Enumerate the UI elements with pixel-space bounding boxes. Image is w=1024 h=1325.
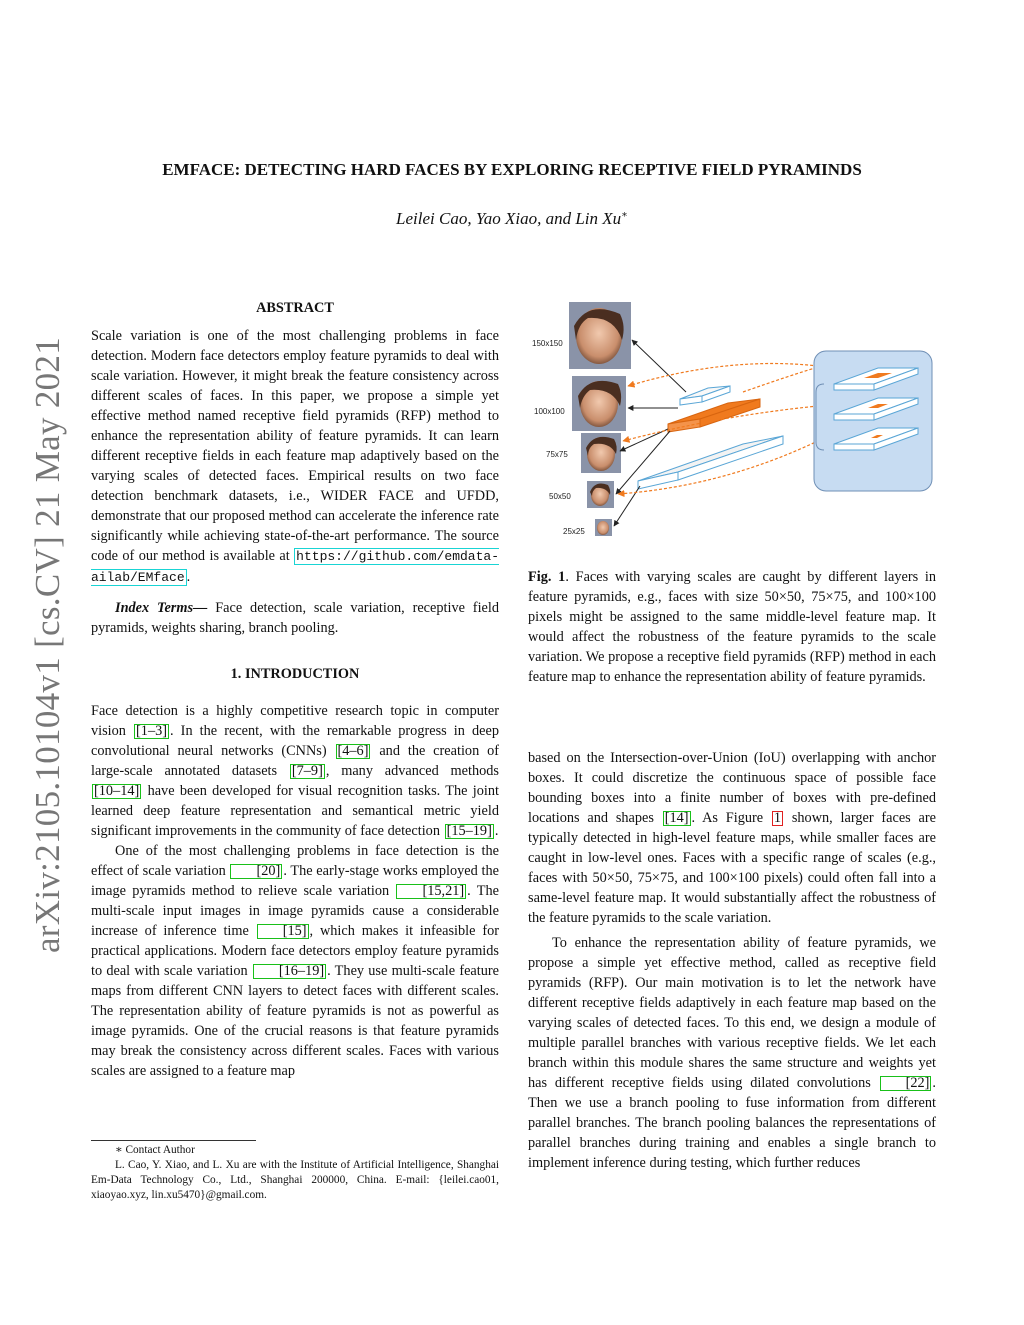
citation[interactable]: [16–19]: [253, 964, 326, 979]
author-names: Leilei Cao, Yao Xiao, and Lin Xu: [396, 209, 622, 228]
scale-label-75: 75x75: [546, 450, 568, 459]
citation[interactable]: [10–14]: [94, 783, 140, 799]
right-paragraph-2: To enhance the representation ability of feature pyramids, we propose a simple yet effective method, called as receptive field pyramids (RFP). Our main motivation is to let the network have different receptive fields adaptively in each feature map based on the varying scales of detected faces. To this end, we design a module of multiple parallel branches with various receptive fields. We let each branch within this module shares the same structure and weights yet has different receptive fields using dilated convolutions [22] . Then we use a branch pooling to fuse information from different parallel branches. The branch pooling balances the representations of parallel branches during training and enables a single branch to implement inference during testing, which further reduces: [528, 935, 936, 1171]
scale-label-100: 100x100: [534, 407, 565, 416]
citation[interactable]: [14]: [664, 810, 689, 826]
citation[interactable]: [15]: [257, 924, 309, 939]
rfp-module-panel: [814, 351, 932, 491]
feature-map-high: [680, 386, 730, 405]
left-column: [91, 298, 499, 1081]
citation[interactable]: [15–19]: [446, 823, 492, 839]
paper-title: EMFACE: DETECTING HARD FACES BY EXPLORING RECEPTIVE FIELD PYRAMINDS: [162, 160, 862, 179]
github-link[interactable]: https://github.com/emdata-ailab/EMface: [91, 549, 500, 585]
index-terms-label: Index Terms—: [115, 600, 208, 616]
intro-paragraph-2: One of the most challenging problems in face detection is the effect of scale variation [20] . The early-stage works employed the image pyramids method to relieve scale variation [15,21] . The multi-scale input images in image pyramids cause a considerable increase of inference time [15] , which makes it infeasible for practical applications. Modern face detectors employ feature pyramids to deal with scale variation [16–19] . They use multi-scale feature maps from different CNN layers to detect faces with different scales. The representation ability of feature pyramids is not as powerful as image pyramids. One of the crucial reasons is that feature pyramids may break the consistency across different scales. Faces with various scales are assigned to a feature map: [91, 843, 499, 1079]
footnote-contact: ∗ Contact Author: [115, 1144, 195, 1156]
abstract-end: .: [186, 569, 191, 585]
footnote-affiliation: L. Cao, Y. Xiao, and L. Xu are with the Institute of Artificial Intelligence, Shanghai Em-Data Technology Co., Ltd., Shanghai 200000, China. E-mail: {leilei.cao01, xiaoyao.xyz, lin.xu5470}@gmail.com.: [91, 1159, 499, 1201]
footnote: [91, 1140, 499, 1203]
citation[interactable]: [4–6]: [337, 743, 369, 759]
right-paragraph-1: based on the Intersection-over-Union (IoU) overlapping with anchor boxes. It could discretize the continuous space of possible face bounding boxes into a finite number of boxes with pre-defined locations and shapes [14] . As Figure 1 shown, larger faces are typically detected in high-level feature maps, while smaller faces are caught in low-level ones. Faces with a specific range of scales (e.g., faces with 50×50, 75×75, and 100×100 pixels) could often fall into a same-level feature map. It would substantially affect the robustness of the feature pyramids to the scale variation.: [528, 750, 936, 926]
figure-1: [528, 296, 938, 546]
citation[interactable]: [22]: [880, 1076, 932, 1091]
arxiv-sidebar: [18, 336, 78, 954]
citation[interactable]: [15,21]: [396, 884, 466, 899]
figure-ref[interactable]: 1: [773, 810, 782, 826]
intro-paragraph-1: Face detection is a highly competitive research topic in computer vision [1–3] . In the recent, with the remarkable progress in deep convolutional neural networks (CNNs) [4–6] and the creation of large-scale annotated datasets [7–9] , many advanced methods [10–14] have been developed for visual recognition tasks. The joint learned deep feature representation and semantical metric yield significant improvements in the community of face detection [15–19] .: [91, 703, 499, 839]
rfp-diagram: [528, 296, 938, 546]
scale-label-50: 50x50: [549, 492, 571, 501]
abstract-text: Scale variation is one of the most challenging problems in face detection. Modern face detectors employ feature pyramids to deal with scale variation. However, it might break the feature consistency across different scales of faces. In this paper, we propose a simple yet effective method named receptive field pyramids (RFP) method to enhance the representation ability of feature pyramids. It can learn different receptive fields in each feature map adaptively based on the varying scales of detected faces. Empirical results on two face detection benchmark datasets, i.e., WIDER FACE and UFDD, demonstrate that our proposed method can accelerate the inference rate significantly while achieving state-of-the-art performance. The source code of our method is available at: [91, 328, 499, 564]
arxiv-id: arXiv:2105.10104v1 [cs.CV] 21 May 2021: [28, 336, 67, 954]
face-thumbnail-50: [587, 481, 614, 508]
face-thumbnail-75: [581, 433, 621, 473]
index-terms-text: Face detection, scale variation, receptive field pyramids, weights sharing, branch pooling.: [91, 600, 500, 636]
rfp-links: [618, 364, 828, 495]
scale-label-150: 150x150: [532, 339, 563, 348]
face-thumbnail-25: [595, 519, 612, 536]
author-list: [0, 209, 1024, 229]
citation[interactable]: [20]: [230, 864, 282, 879]
author-mark: ∗: [621, 209, 628, 221]
face-thumbnail-150: [569, 302, 631, 369]
caption-text: . Faces with varying scales are caught by different layers in feature pyramids, e.g., faces with size 50×50, 75×75, and 100×100 pixels might be assigned to the same middle-level feature map. It would affect the robustness of the feature pyramids to the scale variation. We propose a receptive field pyramids (RFP) method in each feature map to enhance the representation ability of feature pyramids.: [528, 569, 936, 685]
caption-label: Fig. 1: [528, 569, 566, 585]
index-terms: [91, 598, 499, 638]
abstract-body: [91, 326, 499, 588]
feature-map-low: [638, 436, 783, 489]
face-thumbnail-100: [572, 376, 626, 431]
intro-heading: 1. INTRODUCTION: [230, 666, 360, 682]
abstract-heading: ABSTRACT: [256, 300, 334, 316]
scale-label-25: 25x25: [563, 527, 585, 536]
citation[interactable]: [7–9]: [291, 763, 323, 779]
figure-caption: [528, 567, 936, 687]
right-column: [528, 748, 936, 1173]
footnote-rule: [91, 1140, 256, 1141]
citation[interactable]: [1–3]: [136, 723, 168, 739]
